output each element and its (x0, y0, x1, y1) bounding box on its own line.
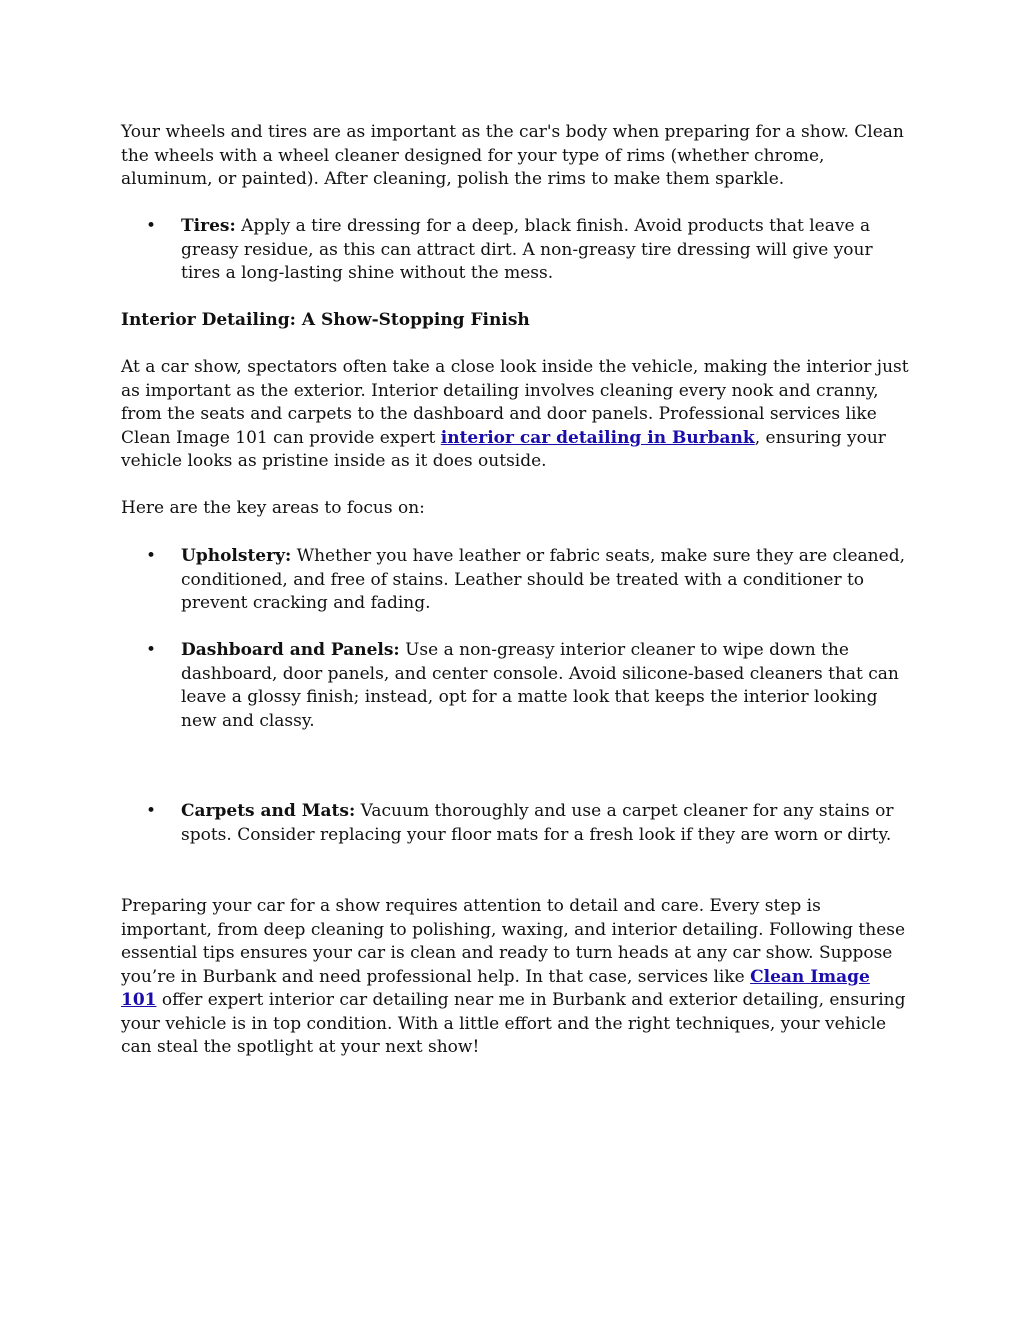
list-item-tires (181, 215, 916, 286)
interior-text-after: , ensuring your vehicle looks as pristine inside as it does outside. (121, 427, 886, 471)
conclusion-text-after: offer expert interior car detailing near me in Burbank and exterior detailing, ensuring your vehicle is in top condition. With a little effort and the right techniques, your vehicle can steal the spotlight at your next show! (121, 990, 906, 1057)
text-upholstery: Whether you have leather or fabric seats, make sure they are cleaned, conditioned, and free of stains. Leather should be treated with a conditioner to prevent cracking and fading. (181, 546, 905, 613)
paragraph-key-areas: Here are the key areas to focus on: (121, 498, 425, 518)
paragraph-conclusion (121, 895, 911, 1060)
term-carpets: Carpets and Mats: (181, 801, 356, 821)
conclusion-text-before: Preparing your car for a show requires attention to detail and care. Every step is important, from deep cleaning to polishing, waxing, and interior detailing. Following these essential tips ensures your car is clean and ready to turn heads at any car show. Suppose you’re in Burbank and need professional help. In that case, services like (121, 896, 906, 987)
bullet-dashboard: • (146, 640, 157, 660)
clean-image-101-link[interactable]: Clean Image 101 (121, 966, 870, 1010)
bullet-carpets: • (146, 801, 157, 821)
text-dashboard: Use a non-greasy interior cleaner to wipe down the dashboard, door panels, and center console. Avoid silicone-based cleaners that can leave a glossy finish; instead, opt for a matte look that keeps the interior looking new and classy. (181, 640, 899, 731)
paragraph-wheels: Your wheels and tires are as important as the car's body when preparing for a show. Clean the wheels with a wheel cleaner designed for your type of rims (whether chrome, aluminum, or painted). After cleaning, polish the rims to make them sparkle. (121, 122, 904, 189)
text-carpets: Vacuum thoroughly and use a carpet cleaner for any stains or spots. Consider replacing your floor mats for a fresh look if they are worn or dirty. (181, 801, 894, 845)
bullet-upholstery: • (146, 546, 157, 566)
term-tires: Tires: (181, 216, 236, 236)
list-item-carpets (181, 800, 916, 847)
text-tires: Apply a tire dressing for a deep, black finish. Avoid products that leave a greasy residue, as this can attract dirt. A non-greasy tire dressing will give your tires a long-lasting shine without the mess. (181, 216, 873, 283)
list-item-upholstery (181, 545, 916, 616)
heading-interior-detailing: Interior Detailing: A Show-Stopping Finish (121, 310, 530, 330)
interior-detailing-link[interactable]: interior car detailing in Burbank (440, 427, 755, 448)
interior-text-before: At a car show, spectators often take a close look inside the vehicle, making the interior just as important as the exterior. Interior detailing involves cleaning every nook and cranny, from the seats and carpets to the dashboard and door panels. Professional services like Clean Image 101 can provide expert (121, 357, 909, 448)
list-item-dashboard (181, 639, 916, 733)
term-upholstery: Upholstery: (181, 546, 292, 566)
bullet-tires: • (146, 216, 157, 236)
term-dashboard: Dashboard and Panels: (181, 640, 400, 660)
paragraph-interior (121, 356, 911, 474)
